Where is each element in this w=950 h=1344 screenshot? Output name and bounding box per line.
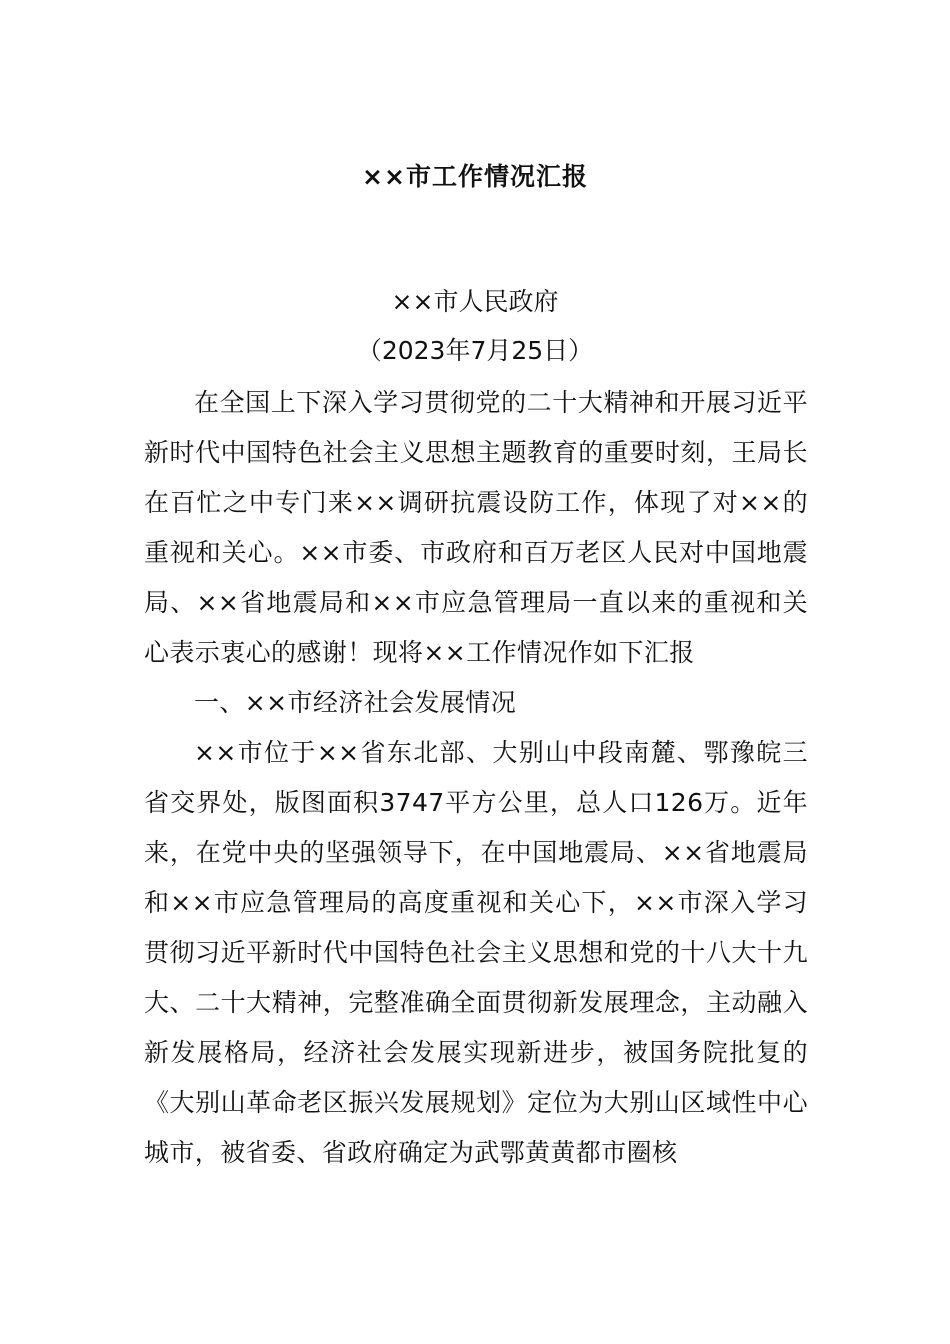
section-heading-1: 一、××市经济社会发展情况 [194, 688, 517, 717]
paragraph-section-1: ××市位于××省东北部、大别山中段南麓、鄂豫皖三省交界处，版图面积3747平方公里，总人口126万。近年来，在党中央的坚强领导下，在中国地震局、××省地震局和××市应急管理局的高度重视和关心下，××市深入学习贯彻习近平新时代中国特色社会主义思想和党的十八大十九大、二十大精神，完整准确全面贯彻新发展理念，主动融入新发展格局，经济社会发展实现新进步，被国务院批复的《大别山革命老区振兴发展规划》定位为大别山区域性中心城市，被省委、省政府确定为武鄂黄黄都市圈核 [144, 738, 808, 1167]
paragraph-intro: 在全国上下深入学习贯彻党的二十大精神和开展习近平新时代中国特色社会主义思想主题教育的重要时刻，王局长在百忙之中专门来××调研抗震设防工作，体现了对××的重视和关心。××市委、市政府和百万老区人民对中国地震局、××省地震局和××市应急管理局一直以来的重视和关心表示衷心的感谢！现将××工作情况作如下汇报 [144, 388, 808, 667]
date-line: （2023年7月25日） [356, 336, 594, 365]
document-title: ××市工作情况汇报 [362, 162, 588, 191]
document-body [144, 378, 808, 1178]
issuer-line: ××市人民政府 [391, 287, 559, 316]
